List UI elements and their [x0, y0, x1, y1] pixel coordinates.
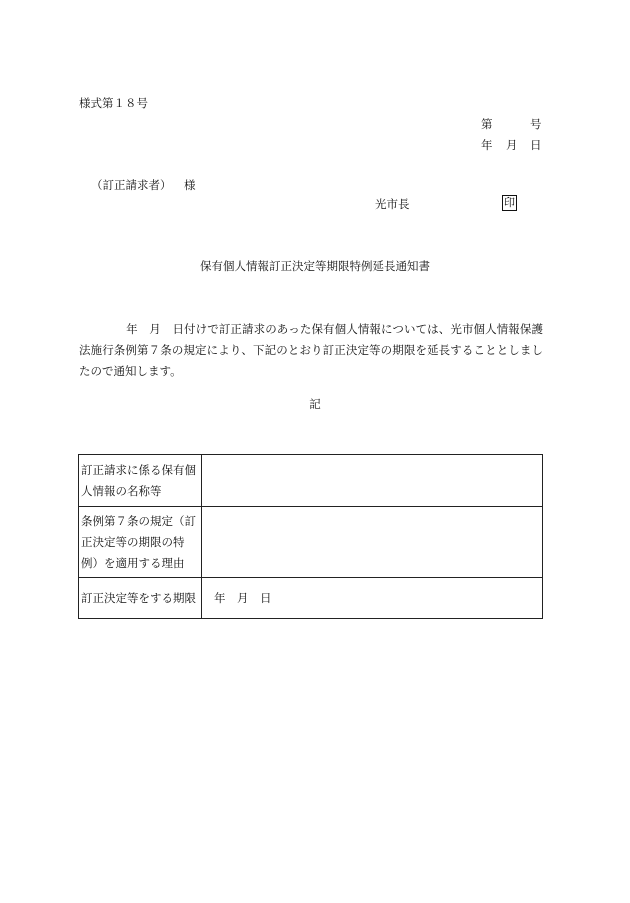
seal-mark: 印: [504, 196, 515, 209]
form-number: 様式第１８号: [79, 96, 148, 110]
row-label: 訂正請求に係る保有個人情報の名称等: [79, 455, 202, 507]
issuer-title: 光市長: [375, 197, 410, 211]
row-value: 年 月 日: [202, 578, 543, 619]
document-title: 保有個人情報訂正決定等期限特例延長通知書: [200, 259, 430, 273]
document-number-suffix: 号: [530, 117, 542, 131]
ki-heading: 記: [309, 397, 321, 411]
body-paragraph: [79, 319, 543, 382]
recipient-honorific: 様: [184, 178, 196, 192]
body-text: 年 月 日付けで訂正請求のあった保有個人情報については、光市個人情報保護法施行条例第７条の規定により、下記のとおり訂正決定等の期限を延長することとしましたので通知します。: [79, 322, 543, 378]
recipient-name: （訂正請求者）: [91, 178, 172, 192]
table-row: [79, 507, 543, 578]
table-row: [79, 578, 543, 619]
row-label: 条例第７条の規定（訂正決定等の期限の特例）を適用する理由: [79, 507, 202, 578]
info-table: [78, 454, 543, 619]
row-label: 訂正決定等をする期限: [79, 578, 202, 619]
row-value: [202, 455, 543, 507]
date-month: 月: [506, 138, 518, 152]
date-day: 日: [530, 138, 542, 152]
table-row: [79, 455, 543, 507]
date-year: 年: [481, 138, 493, 152]
row-value: [202, 507, 543, 578]
document-number-prefix: 第: [481, 117, 493, 131]
